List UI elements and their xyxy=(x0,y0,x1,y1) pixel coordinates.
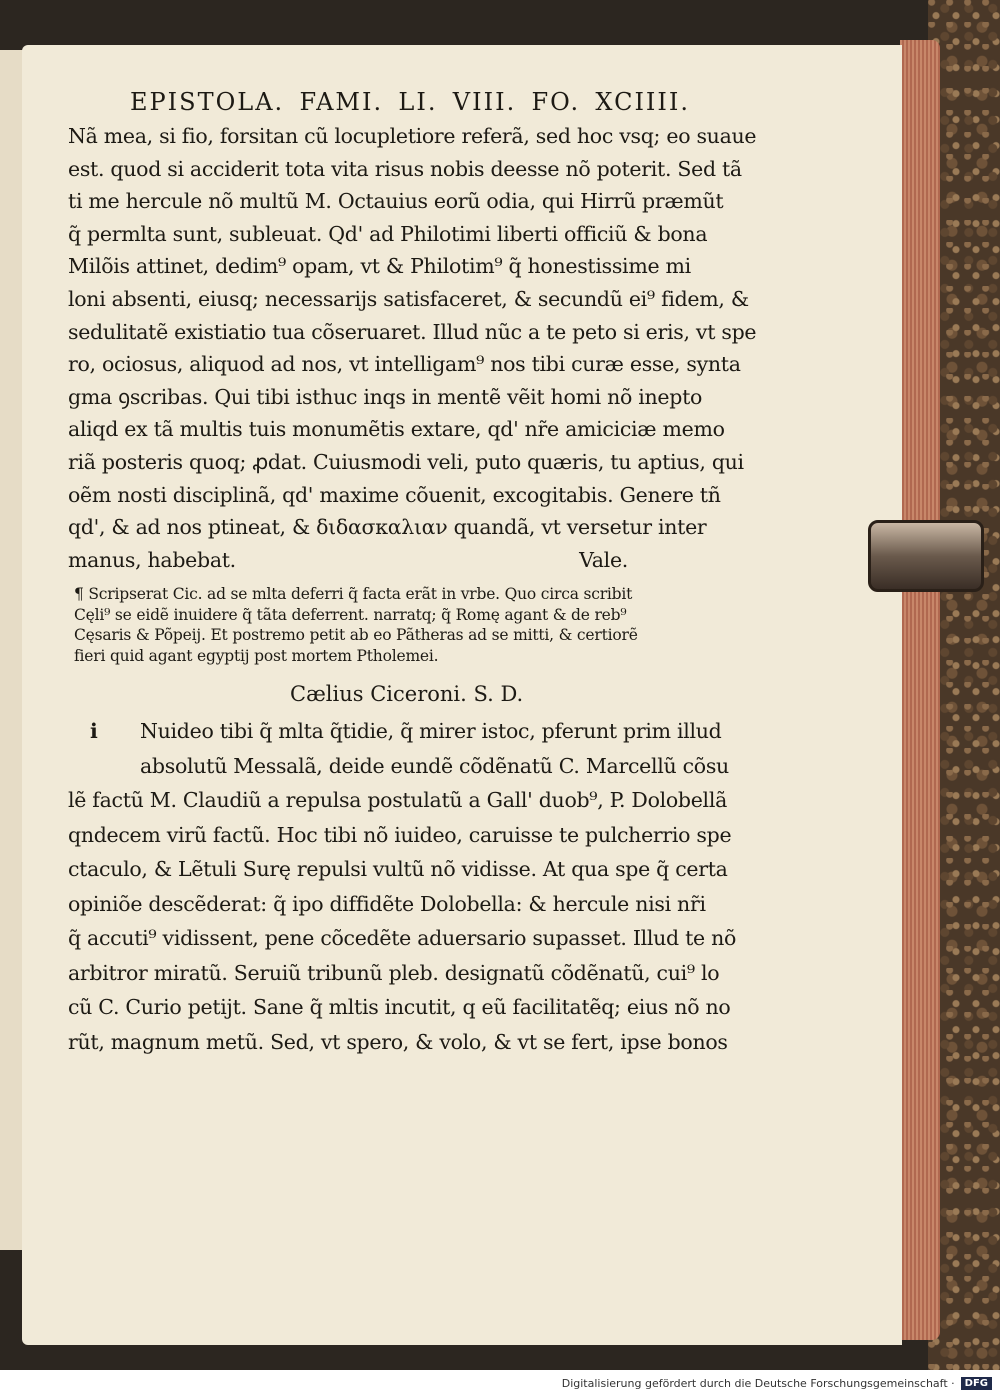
running-header xyxy=(130,88,690,116)
text-line: manus, habebat. xyxy=(68,547,236,572)
text-line: oẽm nosti disciplinã, qd' maxime cõuenit, excogitabis. Genere tñ xyxy=(68,482,721,507)
text-line: sedulitatẽ existiatio tua cõseruaret. Illud nũc a te peto si eris, vt spe xyxy=(68,319,757,344)
text-line: q̃ accuti⁹ vidissent, pene cõcedẽte aduersario supasset. Illud te nõ xyxy=(68,926,737,951)
closing-line xyxy=(68,544,628,577)
text-line: gma ꝯscribas. Qui tibi isthuc inqs in mentẽ vẽit homi nõ inepto xyxy=(68,384,703,409)
text-line-indented xyxy=(68,749,758,784)
text-line: rũt, magnum metũ. Sed, vt spero, & volo, & vt se fert, ipse bonos xyxy=(68,1029,728,1054)
header-word: EPISTOLA. xyxy=(130,88,285,116)
funding-note: Digitalisierung gefördert durch die Deutsche Forschungsgemeinschaft · xyxy=(561,1376,955,1390)
text-line: ctaculo, & Lẽtuli Surę repulsi vultũ nõ vidisse. At qua spe q̃ certa xyxy=(68,857,728,882)
text-line: q̃ permlta sunt, subleuat. Qd' ad Philotimi liberti officiũ & bona xyxy=(68,221,708,246)
dfg-logo: DFG xyxy=(961,1377,992,1390)
commentary-line: Cęli⁹ se eidẽ inuidere q̃ tãta deferrent. narratq; q̃ Romę agant & de reb⁹ xyxy=(74,605,627,624)
text-line: ro, ociosus, aliquod ad nos, vt intelligam⁹ nos tibi curæ esse, synta xyxy=(68,352,741,377)
letter-one xyxy=(68,120,758,576)
page-text xyxy=(68,88,758,1059)
text-line: arbitror miratũ. Seruiũ tribunũ pleb. designatũ cõdẽnatũ, cui⁹ lo xyxy=(68,960,720,985)
header-word: FO. xyxy=(531,88,581,116)
text-line: lẽ factũ M. Claudiũ a repulsa postulatũ a Gall' duob⁹, P. Dolobellã xyxy=(68,788,727,813)
header-word: XCIIII. xyxy=(595,88,690,116)
header-word: VIII. xyxy=(452,88,517,116)
text-line: loni absenti, eiusq; necessarijs satisfaceret, & secundũ ei⁹ fidem, & xyxy=(68,286,749,311)
letter-two-title: Cælius Ciceroni. S. D. xyxy=(290,682,524,707)
text-line: aliqd ex tã multis tuis monumẽtis extare, qd' nr̃e amiciciæ memo xyxy=(68,417,725,442)
text-line: Nã mea, si fio, forsitan cũ locupletiore referã, sed hoc vsq; eo suaue xyxy=(68,124,757,148)
closing-vale: Vale. xyxy=(579,547,628,572)
book-clasp xyxy=(868,520,984,592)
header-word: FAMI. xyxy=(299,88,384,116)
letter-two xyxy=(68,714,758,1059)
text-line-indented xyxy=(68,714,758,749)
commentary-line: fieri quid agant egyptij post mortem Ptholemei. xyxy=(74,646,439,665)
text-line: est. quod si acciderit tota vita risus nobis deesse nõ poterit. Sed tã xyxy=(68,156,742,181)
commentary xyxy=(74,584,758,666)
initial-letter: i xyxy=(90,719,98,744)
funding-footer xyxy=(0,1370,1000,1396)
commentary-line: ¶ Scripserat Cic. ad se mlta deferri q̃ facta erãt in vrbe. Quo circa scribit xyxy=(74,585,633,604)
page-edges xyxy=(900,40,940,1340)
text-line: riã posteris quoq; ꝓdat. Cuiusmodi veli, puto quæris, tu aptius, qui xyxy=(68,449,744,474)
text-line: qndecem virũ factũ. Hoc tibi nõ iuideo, caruisse te pulcherrio spe xyxy=(68,822,732,847)
header-word: LI. xyxy=(398,88,438,116)
commentary-line: Cęsaris & Põpeij. Et postremo petit ab eo Pãtheras ad se mitti, & certiorẽ xyxy=(74,626,638,645)
text-line: qd', & ad nos ptineat, & διδασκαλιαν quandã, vt versetur inter xyxy=(68,515,707,540)
text-line: ti me hercule nõ multũ M. Octauius eorũ odia, qui Hirrũ præmũt xyxy=(68,189,724,214)
text-line: Nuideo tibi q̃ mlta q̃tidie, q̃ mirer istoc, pferunt prim illud xyxy=(140,719,722,744)
text-line: Milõis attinet, dedim⁹ opam, vt & Philotim⁹ q̃ honestissime mi xyxy=(68,254,691,279)
text-line: opiniõe descẽderat: q̃ ipo diffidẽte Dolobella: & hercule nisi nr̃i xyxy=(68,891,706,916)
text-line: absolutũ Messalã, deide eundẽ cõdẽnatũ C. Marcellũ cõsu xyxy=(140,753,729,778)
text-line: cũ C. Curio petijt. Sane q̃ mltis incutit, q eũ facilitatẽq; eius nõ no xyxy=(68,995,731,1020)
